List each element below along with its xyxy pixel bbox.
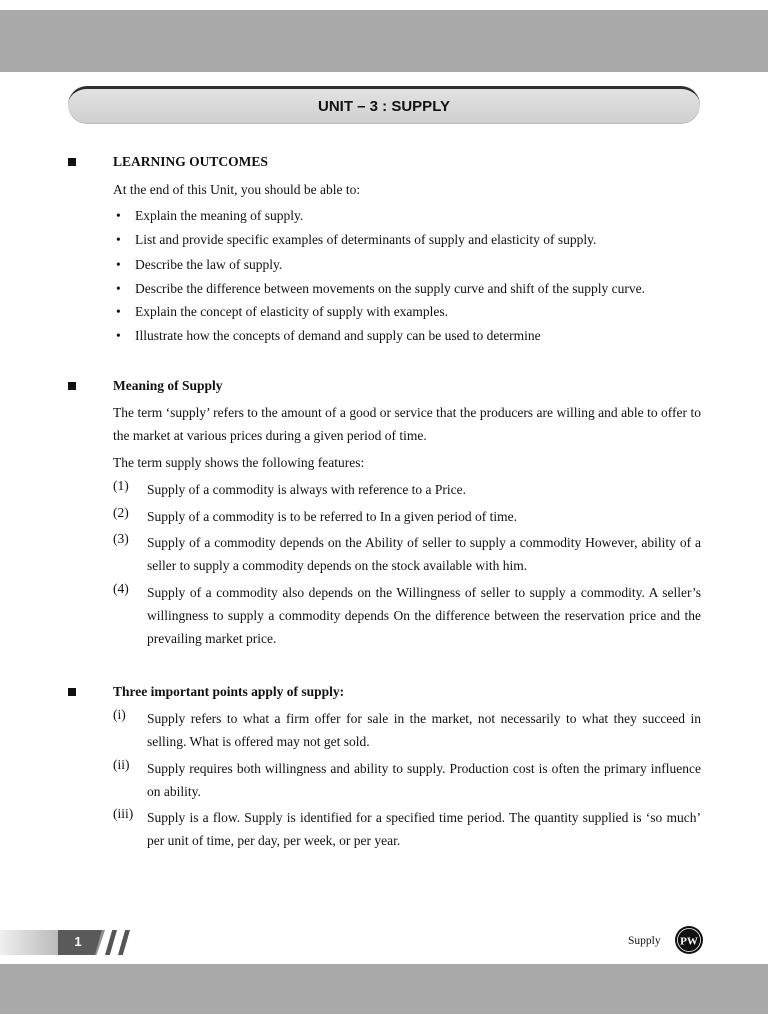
bullet-dot: • (116, 208, 121, 223)
section-bullet (68, 688, 76, 696)
top-gray-band (0, 10, 768, 72)
page-number: 1 (74, 934, 82, 949)
point-number: (ii) (113, 757, 130, 772)
outcome-item: Explain the concept of elasticity of supply with examples. (135, 304, 449, 319)
point-text: Supply refers to what a firm offer for sale in the market, not necessarily to what they succeed in selling. What is offered may not get sold. (147, 711, 701, 749)
bullet-dot: • (116, 281, 121, 296)
point-text: Supply requires both willingness and ability to supply. Production cost is often the primary influence on ability. (147, 761, 701, 799)
learning-outcomes-intro: At the end of this Unit, you should be able to: (113, 182, 361, 197)
feature-text: Supply of a commodity is always with reference to a Price. (147, 482, 467, 497)
meaning-features-intro: The term supply shows the following features: (113, 455, 365, 470)
pw-logo-icon (674, 925, 704, 955)
bullet-dot: • (116, 328, 121, 343)
bullet-dot: • (116, 257, 121, 272)
learning-outcomes-heading: LEARNING OUTCOMES (113, 154, 268, 169)
section-bullet (68, 158, 76, 166)
three-points-heading: Three important points apply of supply: (113, 684, 345, 699)
feature-number: (2) (113, 505, 129, 520)
meaning-paragraph: The term ‘supply’ refers to the amount of a good or service that the producers are willing and able to offer to the market at various prices during a given period of time. (113, 405, 701, 443)
outcome-item: Illustrate how the concepts of demand and supply can be used to determine (135, 328, 541, 343)
outcome-item: List and provide specific examples of determinants of supply and elasticity of supply. (135, 232, 597, 247)
decorative-slash (118, 930, 130, 955)
point-number: (i) (113, 707, 126, 722)
outcome-item: Describe the law of supply. (135, 257, 283, 272)
feature-number: (3) (113, 531, 129, 546)
section-bullet (68, 382, 76, 390)
feature-text: Supply of a commodity is to be referred to In a given period of time. (147, 509, 518, 524)
decorative-slash (105, 930, 117, 955)
meaning-heading: Meaning of Supply (113, 378, 223, 393)
bullet-dot: • (116, 232, 121, 247)
bullet-dot: • (116, 304, 121, 319)
point-number: (iii) (113, 806, 134, 821)
feature-number: (4) (113, 581, 129, 596)
point-text: Supply is a flow. Supply is identified for a specified time period. The quantity supplied is ‘so much’ per unit of time, per day, per week, or per year. (147, 810, 701, 848)
unit-title-bar (68, 86, 700, 124)
unit-title: UNIT – 3 : SUPPLY (318, 98, 450, 115)
logo-text: PW (680, 935, 698, 948)
outcome-item: Describe the difference between movements on the supply curve and shift of the supply curve. (135, 281, 645, 296)
feature-text: Supply of a commodity also depends on the Willingness of seller to supply a commodity. A seller’s willingness to supply a commodity depends On the difference between the reservation price and the prevailing market price. (147, 585, 701, 646)
outcome-item: Explain the meaning of supply. (135, 208, 304, 223)
feature-text: Supply of a commodity depends on the Ability of seller to supply a commodity However, ability of a seller to supply a commodity depends on the stock available with him. (147, 535, 701, 573)
bottom-gray-band (0, 964, 768, 1014)
footer-label: Supply (628, 935, 661, 947)
feature-number: (1) (113, 478, 129, 493)
